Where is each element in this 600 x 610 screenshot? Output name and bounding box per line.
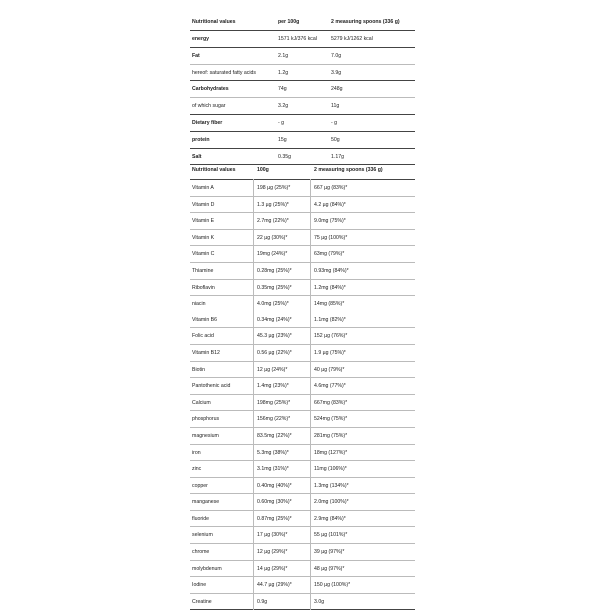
value-per-100g: 0.87mg (25%)*	[257, 515, 292, 522]
table-row	[190, 410, 415, 427]
value-per-100g: 156mg (22%)*	[257, 416, 291, 423]
value-per-100g: 0.28mg (25%)*	[257, 267, 292, 274]
nutrient-label: Vitamin B12	[192, 349, 220, 356]
nutrient-label: Vitamin B6	[192, 316, 217, 323]
value-per-serving: 14mg (85%)*	[314, 301, 345, 308]
table-row	[190, 80, 415, 97]
value-per-100g: 22 µg (30%)*	[257, 234, 288, 241]
nutrient-label: magnesium	[192, 432, 219, 439]
table-row	[190, 262, 415, 279]
value-per-100g: 12 µg (29%)*	[257, 549, 288, 556]
table-row	[190, 64, 415, 81]
nutrient-label: of which sugar	[192, 103, 226, 110]
nutrient-label: Thiamine	[192, 267, 214, 274]
value-per-serving: 1.3mg (134%)*	[314, 482, 349, 489]
value-per-serving: 18mg (127%)*	[314, 449, 348, 456]
table-row	[190, 510, 415, 527]
micronutrient-table-header	[190, 162, 415, 180]
value-per-100g: 17 µg (30%)*	[257, 532, 288, 539]
header-serving: 2 measuring spoons (336 g)	[331, 19, 400, 25]
header-per-100g: per 100g	[278, 19, 300, 25]
value-per-100g: 14 µg (29%)*	[257, 565, 288, 572]
value-per-100g: 0.35mg (25%)*	[257, 284, 292, 291]
value-per-serving: 40 µg (79%)*	[314, 366, 345, 373]
value-per-serving: - g	[331, 119, 338, 126]
value-per-serving: 4.6mg (77%)*	[314, 383, 346, 390]
value-per-serving: 4.2 µg (84%)*	[314, 201, 346, 208]
macronutrient-rows	[190, 30, 415, 165]
table-row	[190, 576, 415, 593]
nutrient-label: Pantothenic acid	[192, 383, 231, 390]
nutrient-label: hereof: saturated fatty acids	[192, 69, 257, 76]
nutrient-label: energy	[192, 36, 210, 42]
value-per-100g: - g	[278, 119, 285, 126]
nutrient-label: zinc	[192, 466, 202, 473]
table-row	[190, 229, 415, 246]
nutrient-label: Vitamin K	[192, 234, 215, 241]
value-per-100g: 0.60mg (30%)*	[257, 499, 292, 506]
header-100g: 100g	[257, 167, 269, 173]
table-row	[190, 114, 415, 131]
value-per-serving: 3.0g	[314, 598, 325, 605]
table-row	[190, 361, 415, 378]
micronutrient-rows	[190, 180, 415, 610]
value-per-serving: 39 µg (97%)*	[314, 549, 345, 556]
table-row	[190, 131, 415, 148]
table-row	[190, 312, 415, 328]
value-per-serving: 9.0mg (75%)*	[314, 218, 346, 225]
table-row	[190, 245, 415, 262]
table-row	[190, 460, 415, 477]
table-row	[190, 560, 415, 577]
nutrient-label: niacin	[192, 301, 206, 308]
nutrient-label: Vitamin D	[192, 201, 215, 208]
value-per-100g: 198 µg (25%)*	[257, 185, 291, 191]
value-per-serving: 75 µg (100%)*	[314, 234, 348, 241]
value-per-serving: 50g	[331, 136, 340, 143]
value-per-serving: 55 µg (101%)*	[314, 532, 348, 539]
value-per-100g: 3.1mg (31%)*	[257, 466, 289, 473]
table-row	[190, 97, 415, 114]
value-per-100g: 198mg (25%)*	[257, 399, 291, 406]
value-per-serving: 5279 kJ/1262 kcal	[331, 36, 373, 42]
value-per-100g: 74g	[278, 86, 287, 93]
value-per-100g: 0.40mg (40%)*	[257, 482, 292, 489]
nutrient-label: Fat	[192, 52, 200, 59]
value-per-serving: 1.1mg (82%)*	[314, 316, 346, 323]
value-per-serving: 1.17g	[331, 153, 344, 160]
nutrient-label: Salt	[192, 153, 202, 160]
table-row	[190, 212, 415, 229]
value-per-serving: 63mg (79%)*	[314, 251, 345, 258]
value-per-serving: 2.0mg (100%)*	[314, 499, 349, 506]
nutrient-label: Folic acid	[192, 333, 214, 340]
value-per-serving: 524mg (75%)*	[314, 416, 348, 423]
value-per-serving: 281mg (75%)*	[314, 432, 348, 439]
table-row	[190, 344, 415, 361]
value-per-100g: 44.7 µg (29%)*	[257, 582, 292, 589]
macronutrient-table	[190, 14, 415, 165]
nutrient-label: Calcium	[192, 399, 211, 406]
table-row	[190, 295, 415, 312]
header-nutritional-values: Nutritional values	[192, 167, 236, 173]
value-per-100g: 2.7mg (22%)*	[257, 218, 289, 225]
value-per-100g: 5.3mg (38%)*	[257, 449, 289, 456]
value-per-serving: 7.0g	[331, 52, 342, 59]
nutrient-label: Riboflavin	[192, 284, 215, 291]
value-per-serving: 667mg (83%)*	[314, 399, 348, 406]
header-serving: 2 measuring spoons (336 g)	[314, 167, 383, 173]
value-per-serving: 1.2mg (84%)*	[314, 284, 346, 291]
header-nutritional-values: Nutritional values	[192, 19, 236, 25]
value-per-serving: 11g	[331, 103, 340, 110]
value-per-100g: 0.34mg (24%)*	[257, 316, 292, 323]
nutrient-label: Vitamin C	[192, 251, 215, 258]
nutrient-label: phosphorus	[192, 416, 220, 423]
table-row	[190, 427, 415, 444]
nutrient-label: Vitamin A	[192, 185, 214, 191]
value-per-100g: 4.0mg (25%)*	[257, 301, 289, 308]
value-per-serving: 248g	[331, 86, 343, 93]
table-row	[190, 196, 415, 213]
nutrient-label: Creatine	[192, 598, 212, 605]
value-per-serving: 11mg (106%)*	[314, 466, 347, 473]
table-row	[190, 444, 415, 461]
value-per-100g: 12 µg (24%)*	[257, 366, 288, 373]
table-row	[190, 477, 415, 494]
value-per-serving: 2.9mg (84%)*	[314, 515, 346, 522]
table-row	[190, 493, 415, 510]
value-per-100g: 0.56 µg (22%)*	[257, 349, 292, 356]
micronutrient-table	[190, 162, 415, 610]
table-row	[190, 279, 415, 296]
nutrient-label: manganese	[192, 499, 220, 506]
value-per-100g: 1.2g	[278, 69, 289, 76]
value-per-serving: 667 µg (83%)*	[314, 185, 348, 191]
table-row	[190, 394, 415, 411]
nutrient-label: Iodine	[192, 582, 207, 589]
value-per-serving: 48 µg (97%)*	[314, 565, 345, 572]
table-row	[190, 31, 415, 47]
value-per-100g: 1.4mg (23%)*	[257, 383, 289, 390]
table-row	[190, 327, 415, 344]
nutrient-label: iron	[192, 449, 201, 456]
value-per-100g: 15g	[278, 136, 287, 143]
macronutrient-table-header	[190, 14, 415, 30]
nutrient-label: fluoride	[192, 515, 210, 522]
nutrient-label: molybdenum	[192, 565, 222, 572]
value-per-100g: 19mg (24%)*	[257, 251, 288, 258]
value-per-100g: 0.9g	[257, 598, 268, 605]
value-per-100g: 83.5mg (22%)*	[257, 432, 292, 439]
table-row	[190, 593, 415, 610]
table-row	[190, 526, 415, 543]
value-per-100g: 1.3 µg (25%)*	[257, 201, 289, 208]
table-row	[190, 47, 415, 64]
value-per-serving: 152 µg (76%)*	[314, 333, 348, 340]
value-per-100g: 45.3 µg (23%)*	[257, 333, 292, 340]
value-per-100g: 0.35g	[278, 153, 291, 160]
table-row	[190, 377, 415, 394]
nutrient-label: copper	[192, 482, 208, 489]
value-per-serving: 1.9 µg (75%)*	[314, 349, 346, 356]
table-row	[190, 180, 415, 196]
value-per-100g: 3.2g	[278, 103, 289, 110]
value-per-100g: 2.1g	[278, 52, 289, 59]
nutrient-label: Biotin	[192, 366, 205, 373]
value-per-serving: 3.9g	[331, 69, 342, 76]
value-per-serving: 150 µg (100%)*	[314, 582, 351, 589]
column-divider	[310, 179, 311, 610]
nutrient-label: chrome	[192, 549, 210, 556]
nutrient-label: Carbohydrates	[192, 86, 229, 93]
nutrient-label: selenium	[192, 532, 213, 539]
column-divider	[253, 179, 254, 610]
nutrient-label: protein	[192, 136, 210, 143]
table-row	[190, 543, 415, 560]
value-per-serving: 0.93mg (84%)*	[314, 267, 349, 274]
value-per-100g: 1571 kJ/376 kcal	[278, 36, 317, 42]
nutrient-label: Vitamin E	[192, 218, 215, 225]
nutrient-label: Dietary fiber	[192, 119, 223, 126]
